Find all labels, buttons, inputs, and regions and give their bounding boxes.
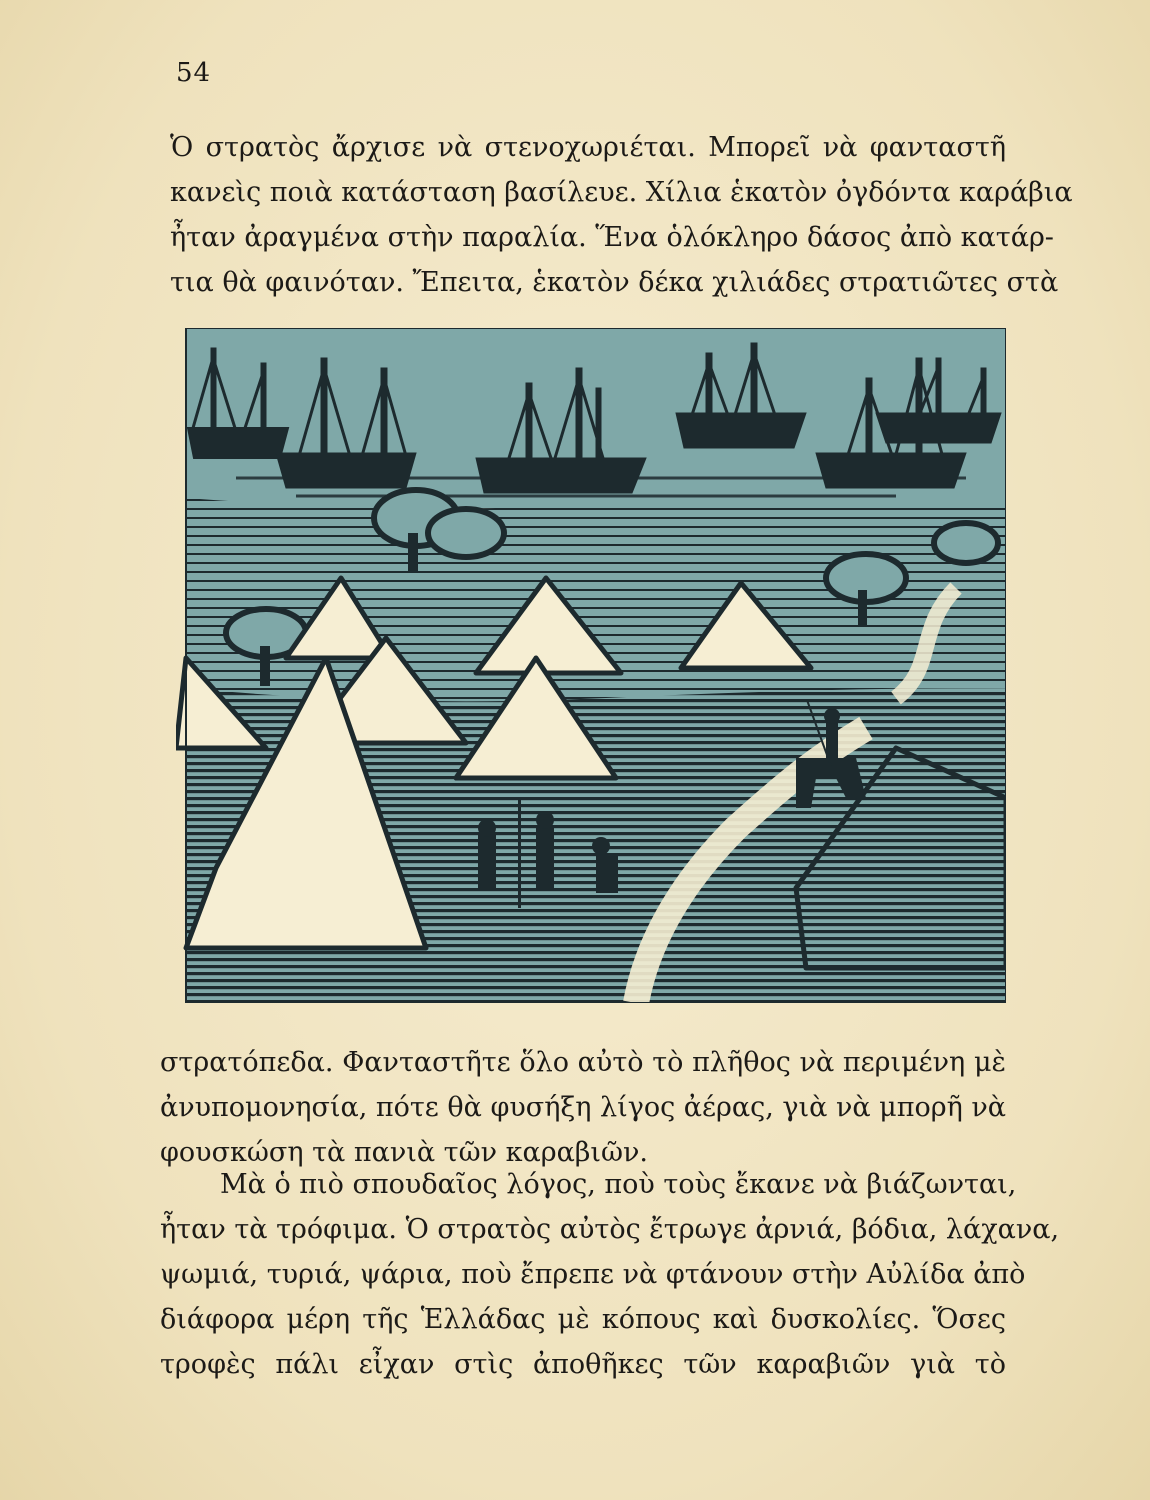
text-line: Μὰ ὁ πιὸ σπουδαῖος λόγος, ποὺ τοὺς ἔκανε νὰ βιάζωνται,	[220, 1169, 1017, 1200]
text-line: στρατόπεδα. Φανταστῆτε ὅλο αὐτὸ τὸ πλῆθος νὰ περιμένη μὲ	[160, 1047, 1006, 1078]
text-line: κανεὶς ποιὰ κατάσταση βασίλευε. Χίλια ἑκατὸν ὀγδόντα καράβια	[170, 177, 1073, 208]
paragraph-provisions	[160, 1162, 1060, 1387]
text-line: ψωμιά, τυριά, ψάρια, ποὺ ἔπρεπε νὰ φτάνουν στὴν Αὐλίδα ἀπὸ	[160, 1259, 1026, 1290]
text-line: Ὁ στρατὸς ἄρχισε νὰ στενοχωριέται. Μπορεῖ νὰ φανταστῆ	[170, 132, 1006, 163]
woodcut-illustration	[176, 328, 1006, 1003]
text-line: διάφορα μέρη τῆς Ἑλλάδας μὲ κόπους καὶ δυσκολίες. Ὅσες	[160, 1304, 1006, 1335]
text-line: φουσκώση τὰ πανιὰ τῶν καραβιῶν.	[160, 1137, 649, 1168]
paragraph-waiting	[160, 1040, 1006, 1175]
text-line: ἀνυπομονησία, πότε θὰ φυσήξη λίγος ἀέρας, γιὰ νὰ μπορῆ νὰ	[160, 1092, 1007, 1123]
paragraph-intro	[170, 125, 1073, 305]
text-line: ἦταν ἀραγμένα στὴν παραλία. Ἕνα ὁλόκληρο δάσος ἀπὸ κατάρ-	[170, 222, 1054, 253]
text-line: τροφὲς πάλι εἶχαν στὶς ἀποθῆκες τῶν καραβιῶν γιὰ τὸ	[160, 1349, 1006, 1380]
text-line: τια θὰ φαινόταν. Ἔπειτα, ἑκατὸν δέκα χιλιάδες στρατιῶτες στὰ	[170, 267, 1059, 298]
page-number: 54	[176, 58, 212, 88]
text-line: ἦταν τὰ τρόφιμα. Ὁ στρατὸς αὐτὸς ἔτρωγε ἀρνιά, βόδια, λάχανα,	[160, 1214, 1060, 1245]
